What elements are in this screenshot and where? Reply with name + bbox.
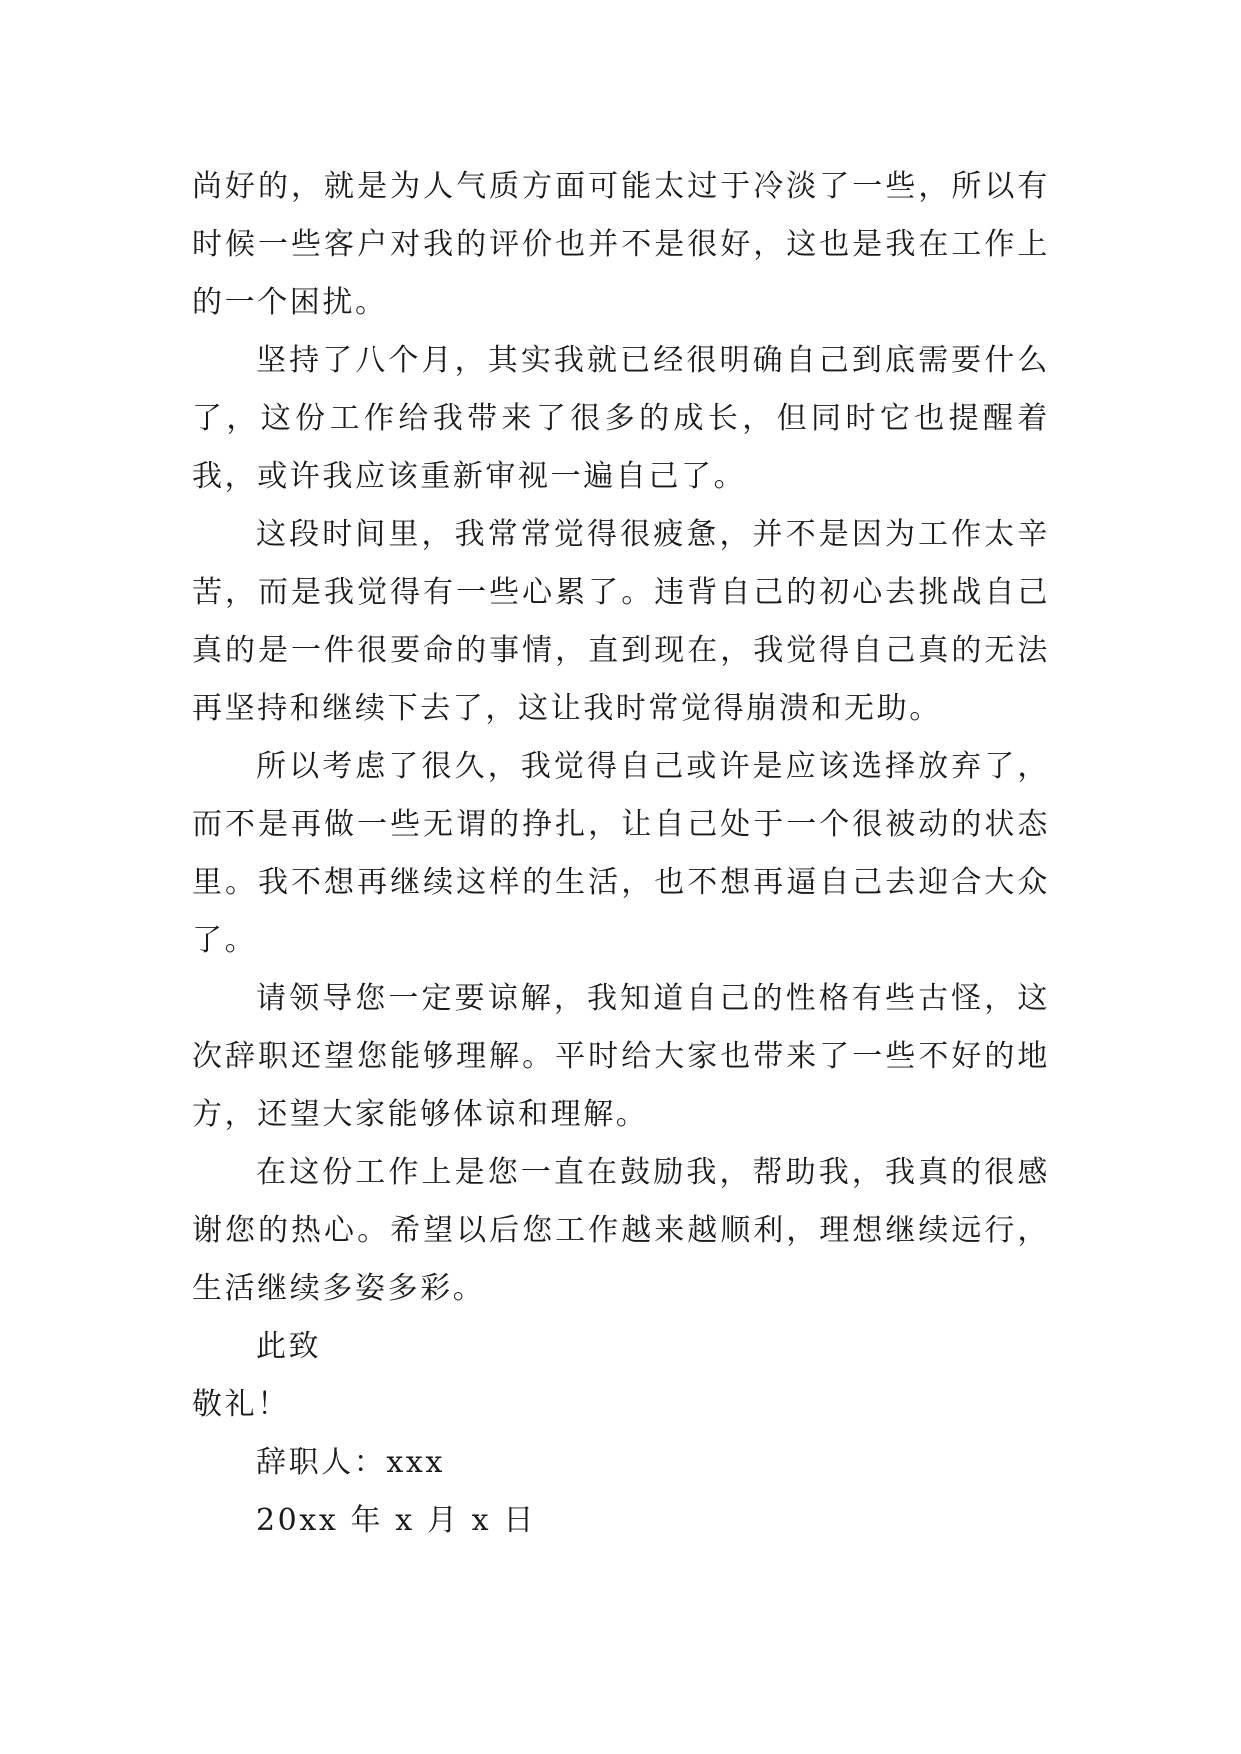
letter-body — [192, 158, 1050, 1550]
paragraph: 坚持了八个月，其实我就已经很明确自己到底需要什么了，这份工作给我带来了很多的成长，但同时它也提醒着我，或许我应该重新审视一遍自己了。 — [192, 343, 1050, 494]
signature: 辞职人：xxx — [256, 1445, 445, 1480]
paragraph: 请领导您一定要谅解，我知道自己的性格有些古怪，这次辞职还望您能够理解。平时给大家也带来了一些不好的地方，还望大家能够体谅和理解。 — [192, 981, 1050, 1132]
salutation: 敬礼！ — [192, 1387, 290, 1422]
paragraph-continued: 尚好的，就是为人气质方面可能太过于冷淡了一些，所以有时候一些客户对我的评价也并不是很好，这也是我在工作上的一个困扰。 — [192, 169, 1050, 320]
date: 20xx 年 x 月 x 日 — [256, 1503, 536, 1538]
paragraph: 所以考虑了很久，我觉得自己或许是应该选择放弃了，而不是再做一些无谓的挣扎，让自己处于一个很被动的状态里。我不想再继续这样的生活，也不想再逼自己去迎合大众了。 — [192, 749, 1050, 958]
paragraph: 这段时间里，我常常觉得很疲惫，并不是因为工作太辛苦，而是我觉得有一些心累了。违背自己的初心去挑战自己真的是一件很要命的事情，直到现在，我觉得自己真的无法再坚持和继续下去了，这让我时常觉得崩溃和无助。 — [192, 517, 1050, 726]
paragraph: 在这份工作上是您一直在鼓励我，帮助我，我真的很感谢您的热心。希望以后您工作越来越顺利，理想继续远行，生活继续多姿多彩。 — [192, 1155, 1050, 1306]
closing-phrase: 此致 — [256, 1329, 322, 1364]
